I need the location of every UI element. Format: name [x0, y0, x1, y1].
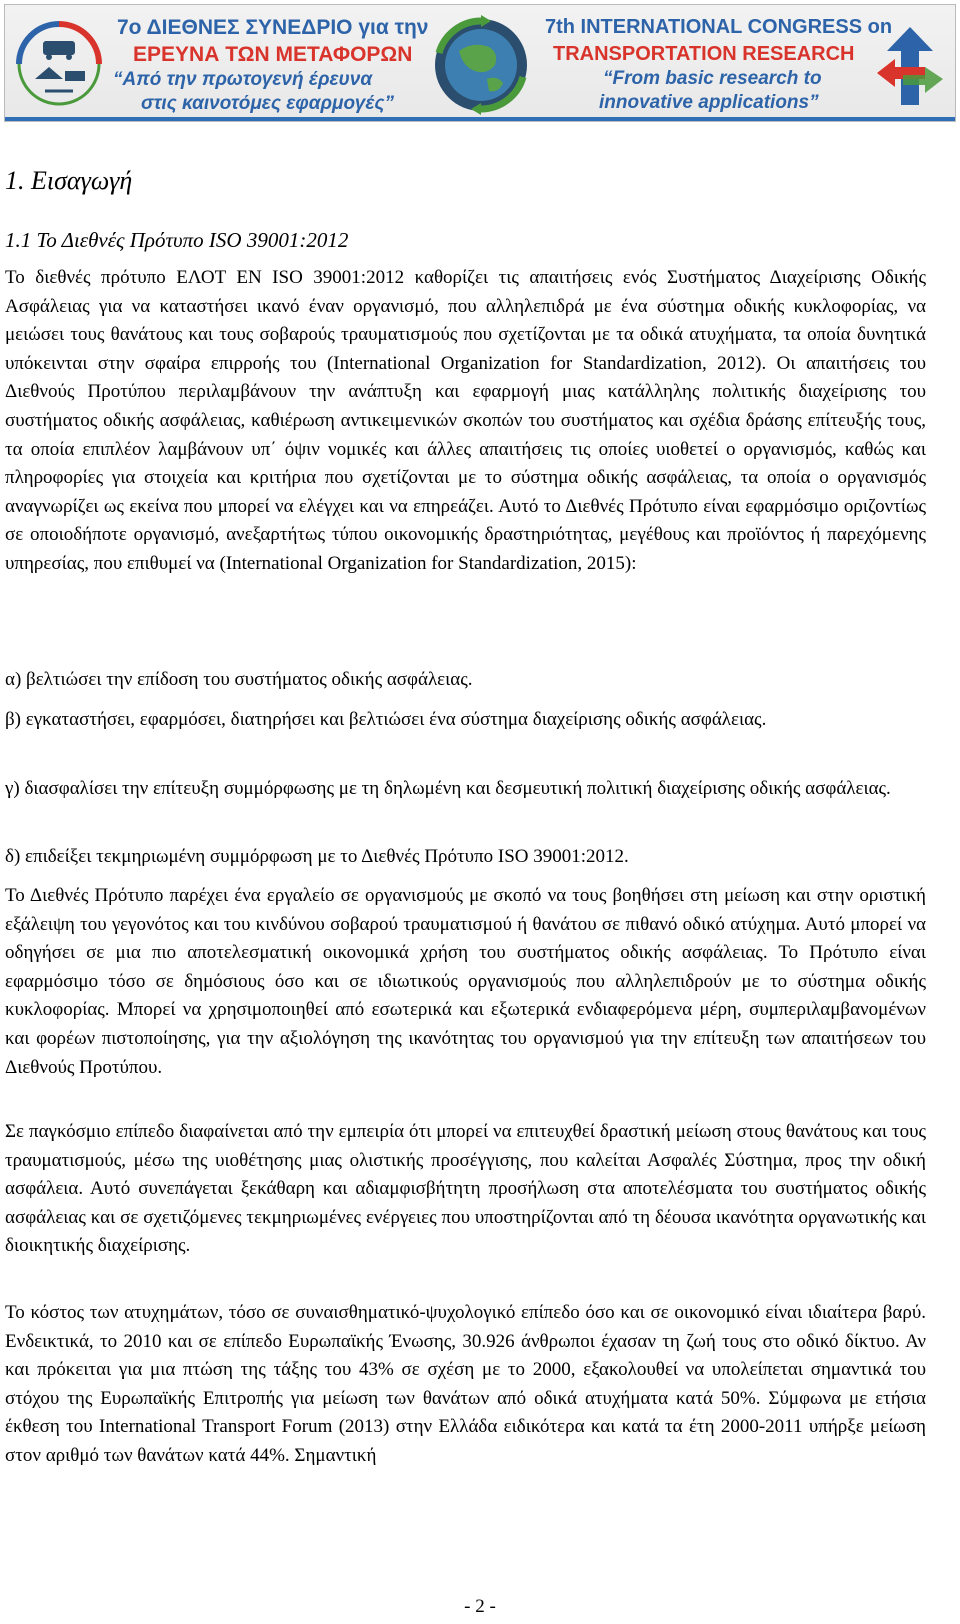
paragraph-2: Το Διεθνές Πρότυπο παρέχει ένα εργαλείο σε οργανισμούς με σκοπό να τους βοηθήσει στη μείωση και στην οριστική εξάλειψη του γεγονότος και του κινδύνου σοβαρού τραυματισμού ή θανάτου σε πιθανό οδικό ατύχημα. Αυτό μπορεί να οδηγήσει σε μια πιο αποτελεσματική οικονομικά χρήση του συστήματος οδικής ασφάλειας. Το Πρότυπο είναι εφαρμόσιμο τόσο σε δημόσιους όσο και σε ιδιωτικούς οργανισμούς που αλληλεπιδρούν με το σύστημα οδικής κυκλοφορίας. Μπορεί να χρησιμοποιηθεί από εσωτερικά και εξωτερικά ενδιαφερόμενα μέρη, συμπεριλαμβανομένων και φορέων πιστοποίησης, για την αξιολόγηση της ικανότητας του οργανισμού για την επίτευξη των απαιτήσεων του Διεθνούς Προτύπου. — [5, 885, 926, 1078]
paragraph-3: Σε παγκόσμιο επίπεδο διαφαίνεται από την εμπειρία ότι μπορεί να επιτευχθεί δραστική μείωση στους θανάτους και τους τραυματισμούς, μέσω της υιοθέτησης μιας ολιστικής προσέγγισης, που καλείται Ασφαλές Σύστημα, προς την οδική ασφάλεια. Αυτό συνεπάγεται ξεκάθαρη και αδιαμφισβήτητη προσήλωση στα αποτελέσματα του συστήματος οδικής ασφάλειας και σε σχετιζόμενες τεκμηριωμένες ενέργειες που υποστηρίζονται από τη δέουσα ικανότητα οργανωτικής και διοικητικής διαχείρισης. — [5, 1121, 926, 1257]
globe-logo-icon — [429, 13, 533, 117]
banner-greek-line3: “Από την πρωτογενή έρευνα — [113, 69, 373, 90]
banner-english-line1: 7th INTERNATIONAL CONGRESS on — [545, 16, 893, 38]
paragraph-1: Το διεθνές πρότυπο ΕΛΟΤ ΕΝ ISO 39001:2012 καθορίζει τις απαιτήσεις ενός Συστήματος Διαχείρισης Οδικής Ασφάλειας για να καταστήσει ικανό έναν οργανισμό, που αλληλεπιδρά με ένα σύστημα οδικής κυκλοφορίας, να μειώσει τους θανάτους και τους σοβαρούς τραυματισμούς που σχετίζονται με τα οδικά ατυχήματα, τα οποία δυνητικά υπόκεινται στην σφαίρα επιρροής του (International Organization for Standardization, 2012). Οι απαιτήσεις του Διεθνούς Προτύπου περιλαμβάνουν την ανάπτυξη και εφαρμογή μιας κατάλληλης πολιτικής διαχείρισης του συστήματος οδικής ασφάλειας, καθιέρωση αντικειμενικών σκοπών του συστήματος και σχέδια δράσης επίτευξής τους, τα οποία επιπλέον λαμβάνουν υπ΄ όψιν νομικές και άλλες απαιτήσεις τις οποίες υιοθετεί ο οργανισμός, καθώς και πληροφορίες για στοιχεία και κριτήρια που σχετίζονται με το σύστημα οδικής ασφάλειας, τα οποία ο οργανισμός αναγνωρίζει ως εκείνα που μπορεί να ελέγχει και να επηρεάζει. Αυτό το Διεθνές Πρότυπο είναι εφαρμόσιμο οριζοντίως σε οποιοδήποτε οργανισμό, ανεξαρτήτως τύπου οικονομικής δραστηριότητας, μεγέθους και προϊόντος ή παρεχόμενης υπηρεσίας, που επιθυμεί να (International Organization for Standardization, 2015): — [5, 267, 926, 574]
banner-english-line2: TRANSPORTATION RESEARCH — [553, 43, 855, 65]
road-arrows-logo-icon — [873, 23, 947, 109]
list-item: α) βελτιώσει την επίδοση του συστήματος οδικής ασφάλειας. — [5, 669, 473, 690]
page-number: - 2 - — [464, 1596, 496, 1617]
banner-greek-line2: ΕΡΕΥΝΑ ΤΩΝ ΜΕΤΑΦΟΡΩΝ — [133, 43, 413, 66]
list-item: δ) επιδείξει τεκμηριωμένη συμμόρφωση με το Διεθνές Πρότυπο ISO 39001:2012. — [5, 846, 629, 867]
list-item: β) εγκαταστήσει, εφαρμόσει, διατηρήσει και βελτιώσει ένα σύστημα διαχείρισης οδικής ασφάλειας. — [5, 709, 767, 730]
banner-greek-line1: 7ο ΔΙΕΘΝΕΣ ΣΥΝΕΔΡΙΟ για την — [117, 16, 429, 39]
list-item: γ) διασφαλίσει την επίτευξη συμμόρφωσης με τη δηλωμένη και δεσμευτική πολιτική διαχείρισης οδικής ασφάλειας. — [5, 778, 891, 799]
section-heading: 1. Εισαγωγή — [5, 166, 133, 195]
banner-underline — [5, 117, 955, 121]
banner-greek-line4: στις καινοτόμες εφαρμογές” — [141, 93, 395, 114]
banner-english-line4: innovative applications” — [599, 92, 819, 113]
transport-modes-logo-icon — [15, 19, 103, 109]
paragraph-4: Το κόστος των ατυχημάτων, τόσο σε συναισθηματικό-ψυχολογικό επίπεδο όσο και σε οικονομικό είναι ιδιαίτερα βαρύ. Ενδεικτικά, το 2010 και σε επίπεδο Ευρωπαϊκής Ένωσης, 30.926 άνθρωποι έχασαν τη ζωή τους στο οδικό δίκτυο. Αν και πρόκειται για μια πτώση της τάξης του 43% σε σχέση με το 2000, εξακολουθεί να υπολείπεται σημαντικά του στόχου της Ευρωπαϊκής Επιτροπής για μείωση των θανάτων από οδικά ατυχήματα κατά 50%. Σύμφωνα με ετήσια έκθεση του International Transport Forum (2013) στην Ελλάδα ειδικότερα και κατά τα έτη 2000-2011 υπήρξε μείωση στον αριθμό των θανάτων κατά 44%. Σημαντική — [5, 1302, 926, 1466]
banner-english-line3: “From basic research to — [603, 68, 822, 89]
subsection-heading: 1.1 Το Διεθνές Πρότυπο ISO 39001:2012 — [5, 228, 349, 252]
conference-banner — [4, 4, 956, 122]
